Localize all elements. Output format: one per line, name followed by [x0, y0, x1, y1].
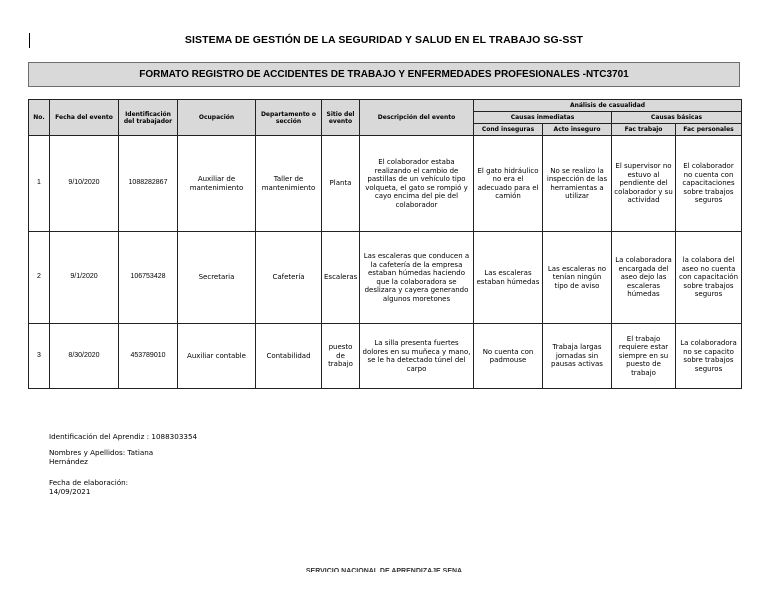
- header-sitio: Sitio del evento: [322, 100, 360, 136]
- cell-descripcion: El colaborador estaba realizando el cambio de pastillas de un vehículo tipo volqueta, el gato se rompió y cayo encima del pie del colaborador: [360, 136, 474, 232]
- cell-cond-inseguras: Las escaleras estaban húmedas: [474, 232, 543, 324]
- cell-identificacion: 106753428: [119, 232, 178, 324]
- elaboration-date-value: 14/09/2021: [49, 487, 91, 496]
- table-row: [29, 136, 742, 232]
- cell-fac-trabajo: El trabajo requiere estar siempre en su puesto de trabajo: [612, 324, 676, 389]
- cell-ocupacion: Secretaria: [178, 232, 256, 324]
- header-fac-personales: Fac personales: [676, 124, 742, 136]
- header-cond-inseguras: Cond inseguras: [474, 124, 543, 136]
- cell-acto-inseguro: Trabaja largas jornadas sin pausas activas: [543, 324, 612, 389]
- cell-no: 3: [29, 324, 50, 389]
- header-acto-inseguro: Acto inseguro: [543, 124, 612, 136]
- cell-sitio: Escaleras: [322, 232, 360, 324]
- cell-descripcion: La silla presenta fuertes dolores en su muñeca y mano, se le ha detectado túnel del carpo: [360, 324, 474, 389]
- cell-fecha: 9/1/2020: [50, 232, 119, 324]
- cell-identificacion: 1088282867: [119, 136, 178, 232]
- page-title: SISTEMA DE GESTIÓN DE LA SEGURIDAD Y SALUD EN EL TRABAJO SG-SST: [184, 34, 584, 46]
- apprentice-name: Nombres y Apellidos: Tatiana Hernández: [49, 448, 154, 466]
- header-no: No.: [29, 100, 50, 136]
- table-row: [29, 324, 742, 389]
- header-descripcion: Descripción del evento: [360, 100, 474, 136]
- cell-ocupacion: Auxiliar contable: [178, 324, 256, 389]
- accident-register-table: [28, 99, 742, 389]
- cell-fac-personales: la colabora del aseo no cuenta con capacitación sobre trabajos seguros: [676, 232, 742, 324]
- cell-fac-trabajo: La colaboradora encargada del aseo dejo las escaleras húmedas: [612, 232, 676, 324]
- elaboration-date-label: Fecha de elaboración:: [49, 478, 129, 487]
- table-row: [29, 232, 742, 324]
- cell-ocupacion: Auxiliar de mantenimiento: [178, 136, 256, 232]
- header-departamento: Departamento o sección: [256, 100, 322, 136]
- header-fac-trabajo: Fac trabajo: [612, 124, 676, 136]
- header-causas-inmediatas: Causas inmediatas: [474, 112, 612, 124]
- header-identificacion: Identificación del trabajador: [119, 100, 178, 136]
- cell-cond-inseguras: El gato hidráulico no era el adecuado para el camión: [474, 136, 543, 232]
- cell-sitio: puesto de trabajo: [322, 324, 360, 389]
- cell-departamento: Contabilidad: [256, 324, 322, 389]
- cell-acto-inseguro: Las escaleras no tenían ningún tipo de aviso: [543, 232, 612, 324]
- cell-fecha: 9/10/2020: [50, 136, 119, 232]
- cell-fac-trabajo: El supervisor no estuvo al pendiente del colaborador y su actividad: [612, 136, 676, 232]
- cell-descripcion: Las escaleras que conducen a la cafetería de la empresa estaban húmedas haciendo que la colaboradora se deslizara y cayera generando algunos moretones: [360, 232, 474, 324]
- header-fecha: Fecha del evento: [50, 100, 119, 136]
- cell-no: 1: [29, 136, 50, 232]
- cell-sitio: Planta: [322, 136, 360, 232]
- cell-fecha: 8/30/2020: [50, 324, 119, 389]
- header-analisis: Análisis de casualidad: [474, 100, 742, 112]
- header-causas-basicas: Causas básicas: [612, 112, 742, 124]
- form-title-banner: FORMATO REGISTRO DE ACCIDENTES DE TRABAJO Y ENFERMEDADES PROFESIONALES -NTC3701: [28, 62, 740, 87]
- cell-no: 2: [29, 232, 50, 324]
- apprentice-id: Identificación del Aprendiz : 1088303354: [49, 432, 198, 441]
- cell-departamento: Taller de mantenimiento: [256, 136, 322, 232]
- cell-fac-personales: La colaboradora no se capacito sobre trabajos seguros: [676, 324, 742, 389]
- page-footer-cutoff: SERVICIO NACIONAL DE APRENDIZAJE SENA: [305, 568, 463, 572]
- cell-cond-inseguras: No cuenta con padmouse: [474, 324, 543, 389]
- cell-identificacion: 453789010: [119, 324, 178, 389]
- header-ocupacion: Ocupación: [178, 100, 256, 136]
- cell-departamento: Cafetería: [256, 232, 322, 324]
- cell-acto-inseguro: No se realizo la inspección de las herramientas a utilizar: [543, 136, 612, 232]
- cell-fac-personales: El colaborador no cuenta con capacitaciones sobre trabajos seguros: [676, 136, 742, 232]
